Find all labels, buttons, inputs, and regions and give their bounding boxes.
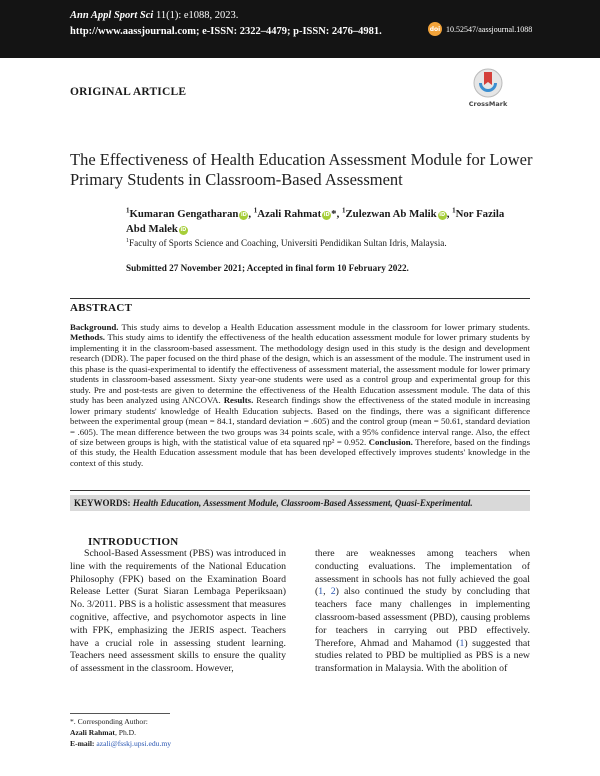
journal-name: Ann Appl Sport Sci	[70, 10, 154, 21]
corresponding-author: Azali Rahmat, Ph.D.	[70, 728, 137, 737]
abstract-heading: ABSTRACT	[70, 302, 133, 314]
orcid-icon[interactable]: iD	[323, 211, 330, 218]
doi-link[interactable]	[428, 22, 532, 36]
corresponding-email: E-mail: azali@fsskj.upsi.edu.my	[70, 739, 172, 748]
journal-volume: 11(1): e1088, 2023.	[155, 10, 239, 21]
text-column-left: School-Based Assessment (PBS) was introduced in line with the requirements of the National Education Philosophy (FPK) based on the Examination Board Release Letter (Surat Siaran Lembaga Peperiksaan) No. 3/2011. PBS is a holistic assessment that measures cognitive, affective, and psychomotor aspects in line with FPK, emphasizing the JERIS aspect. Teachers have a crucial role in assessing student learning. Teachers need assessment skills to ensure the quality of assessment in the classroom. However,	[70, 548, 286, 675]
author-item: $^1$Kumaran Gengatharan iD ,	[126, 206, 254, 220]
text-column-right: there are weaknesses among teachers when conducting evaluations. The implementation of assessment in schools has not fully achieved the goal (1, 2) also continued the study by concluding that teachers face many challenges in implementing classroom-based assessment (PBD), causing problems for teachers in carrying out PBD effectively. Therefore, Ahmad and Mahamod (1) suggested that studies related to PBD be multiplied as PBS is a new transformation in Malaysia. With the abolition of	[315, 548, 530, 675]
corresponding-label: *. Corresponding Author:	[70, 717, 148, 726]
crossmark-label: CrossMark	[468, 100, 508, 108]
keywords-bar	[70, 495, 530, 511]
author-item: $^1$Nor Fazila Abd Malek iD	[126, 206, 505, 235]
divider	[70, 298, 530, 299]
orcid-icon[interactable]: iD	[240, 211, 247, 218]
crossmark-badge[interactable]	[458, 68, 518, 108]
footnote-divider	[70, 713, 170, 714]
keywords-value: Health Education, Assessment Module, Classroom-Based Assessment, Quasi-Experimental.	[132, 498, 473, 508]
article-title: The Effectiveness of Health Education Assessment Module for Lower Primary Students in Classroom-Based Assessment	[70, 150, 533, 189]
journal-url-line[interactable]: http://www.aassjournal.com; e-ISSN: 2322–4479; p-ISSN: 2476–4981.	[70, 26, 382, 37]
abstract-body: Background. This study aims to develop a Health Education assessment module in the classroom for lower primary students. Methods. This study aims to identify the effectiveness of the health education assessment module for lower primary students by implementing it in the classroom-based assessment. The methodology design used in this study is the design and development research (DDR). The paper focused on the third phase of the design, which is an assessment of the module. The instrument used in this phase is the quasi-experimental to identify the effectiveness of assessment material, the assessment module for lower primary students in classroom-based assessment. Sixty year-one students were used as a control group and experimental group for this study. Pre and post-tests are given to determine the effectiveness of the Health Education assessment module. The data of this study has been analyzed using ANCOVA. Results. Research findings show the effectiveness of the stated module in increasing lower primary students' knowledge of Health Education subjects. Based on the findings, there was a significant difference between the experimental group (mean = 84.1, standard deviation = .605) and the control group (mean = 50.61, standard deviation = .605). The mean difference between the two groups was 34 points scale, with a 95% confidence interval range. Also, the effect of size between groups is high, with the statistical value of eta squared ηp² = 0.952. Conclusion. Therefore, based on the findings of this study, the Health Education assessment module that has been developed effectively improves students' knowledge in the context of this study.	[70, 322, 531, 468]
affiliation: $^1$Faculty of Sports Science and Coaching, Universiti Pendidikan Sultan Idris, Malaysia.	[126, 238, 447, 249]
journal-banner	[0, 0, 600, 58]
orcid-icon[interactable]: iD	[180, 226, 187, 233]
author-item: $^1$Zulezwan Ab Malik iD ,	[341, 206, 453, 220]
email-link[interactable]: azali@fsskj.upsi.edu.my	[96, 739, 172, 748]
introduction-heading: INTRODUCTION	[88, 536, 179, 548]
orcid-icon[interactable]: iD	[439, 211, 446, 218]
submission-dates: Submitted 27 November 2021; Accepted in final form 10 February 2022.	[126, 263, 409, 273]
author-list	[126, 203, 526, 237]
divider	[70, 490, 530, 491]
doi-text: 10.52547/aassjournal.1088	[446, 24, 533, 34]
journal-citation	[70, 10, 238, 21]
citation-link[interactable]: 2	[330, 586, 336, 598]
author-name: Azali Rahmat	[257, 207, 322, 220]
author-name: Zulezwan Ab Malik	[345, 207, 437, 220]
crossmark-icon	[473, 68, 503, 98]
author-name: Nor Fazila Abd Malek	[126, 207, 505, 235]
citation-link[interactable]: 1	[459, 637, 465, 649]
keywords-label: KEYWORDS:	[74, 498, 131, 508]
doi-icon: doi	[428, 22, 442, 36]
article-type: ORIGINAL ARTICLE	[70, 86, 187, 98]
author-item: $^1$Azali Rahmat iD *,	[253, 206, 342, 220]
citation-link[interactable]: 1	[318, 586, 324, 598]
author-name: Kumaran Gengatharan	[129, 207, 239, 220]
